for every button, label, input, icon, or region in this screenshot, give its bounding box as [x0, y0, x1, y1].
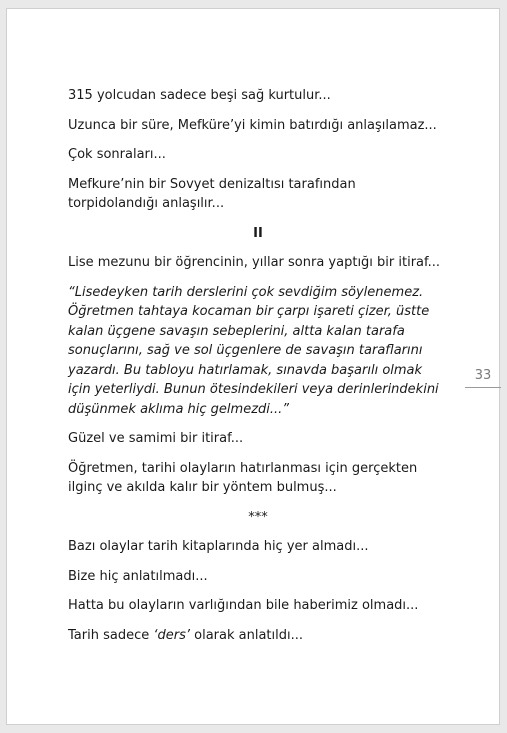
paragraph: 315 yolcudan sadece beşi sağ kurtulur...	[68, 88, 331, 103]
paragraph: Güzel ve samimi bir itiraf...	[68, 431, 244, 446]
page-body	[68, 86, 448, 655]
section-separator: II	[253, 225, 263, 241]
paragraph: Çok sonraları...	[68, 147, 166, 162]
page-number: 33	[465, 368, 501, 388]
quote-paragraph: “Lisedeyken tarih derslerini çok sevdiğim söylenemez. Öğretmen tahtaya kocaman bir çarpı işareti çizer, üstte kalan üçgene savaşın sebeplerini, altta kalan tarafa sonuçlarını, sağ ve sol üçgenlere de savaşın taraflarını yazardı. Bu tabloyu hatırlamak, sınavda başarılı olmak için yeterliydi. Bunun ötesindekileri veya derinlerindekini düşünmek aklıma hiç gelmezdi...”	[68, 284, 439, 417]
paragraph: Öğretmen, tarihi olayların hatırlanması için gerçekten ilginç ve akılda kalır bir yöntem bulmuş...	[68, 460, 418, 495]
text-run: olarak anlatıldı...	[190, 627, 304, 643]
document-page	[6, 8, 500, 725]
paragraph	[68, 626, 448, 646]
paragraph: Uzunca bir süre, Mefküre’yi kimin batırdığı anlaşılamaz...	[68, 117, 437, 133]
paragraph: Lise mezunu bir öğrencinin, yıllar sonra yaptığı bir itiraf...	[68, 255, 441, 270]
emphasis-text: ‘ders’	[153, 627, 190, 643]
paragraph: Bize hiç anlatılmadı...	[68, 568, 208, 584]
asterisk-separator: ***	[248, 509, 268, 525]
text-run: Tarih sadece	[68, 627, 154, 643]
paragraph: Hatta bu olayların varlığından bile haberimiz olmadı...	[68, 598, 419, 613]
paragraph: Mefkure’nin bir Sovyet denizaltısı tarafından torpidolandığı anlaşılır...	[68, 176, 356, 211]
paragraph: Bazı olaylar tarih kitaplarında hiç yer almadı...	[68, 539, 369, 554]
